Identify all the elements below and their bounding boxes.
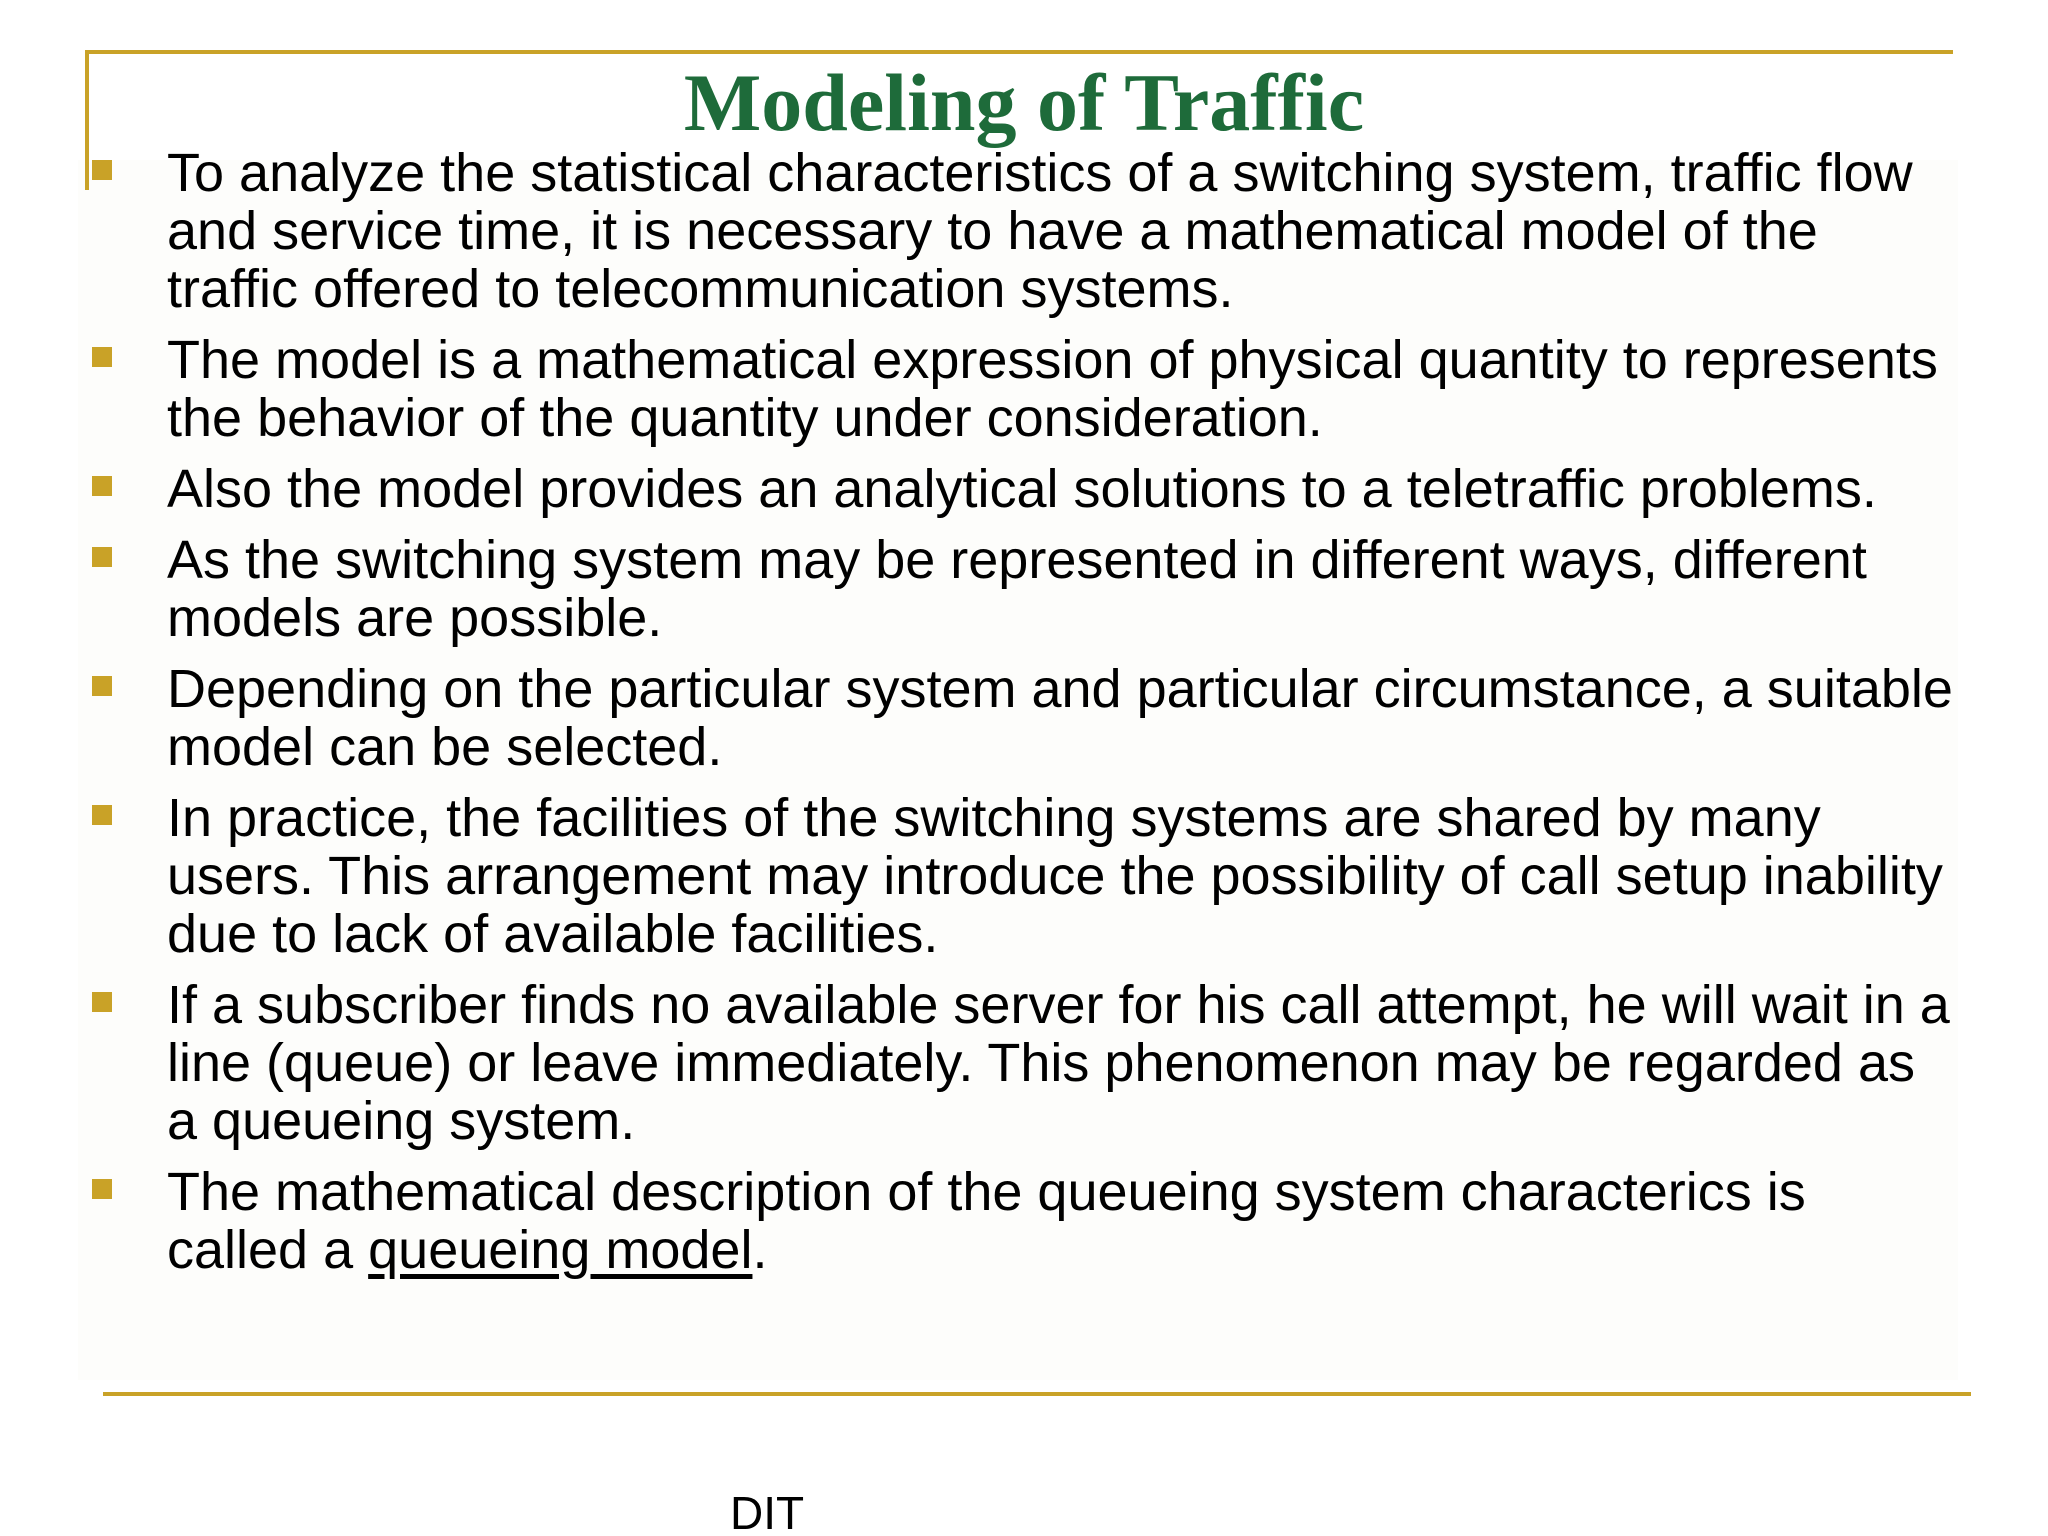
square-bullet-icon [92,676,112,696]
bullet-text-prefix: The mathematical description of the queueing system characterics is called a [167,1162,1806,1280]
bullet-item [92,144,1958,318]
footer-label: DIT [730,1487,805,1536]
square-bullet-icon [92,547,112,567]
queueing-model-term: queueing model [368,1220,753,1280]
square-bullet-icon [92,992,112,1012]
bullet-text: Also the model provides an analytical solutions to a teletraffic problems. [167,459,1877,519]
square-bullet-icon [92,160,112,180]
bullet-item [92,789,1958,963]
slide-title: Modeling of Traffic [683,57,1365,148]
bullet-item [92,1163,1958,1279]
bullet-list [92,144,1958,1292]
bullet-item [92,976,1958,1150]
square-bullet-icon [92,1179,112,1199]
bullet-item [92,531,1958,647]
bullet-text: If a subscriber finds no available server for his call attempt, he will wait in a line (queue) or leave immediately. This phenomenon may be regarded as a queueing system. [167,975,1950,1151]
bottom-border-line [103,1392,1971,1396]
bullet-text: The model is a mathematical expression of physical quantity to represents the behavior of the quantity under consideration. [167,330,1938,448]
square-bullet-icon [92,805,112,825]
bullet-text: Depending on the particular system and particular circumstance, a suitable model can be selected. [167,659,1953,777]
bullet-text: In practice, the facilities of the switching systems are shared by many users. This arrangement may introduce the possibility of call setup inability due to lack of available facilities. [167,788,1943,964]
bullet-text: As the switching system may be represented in different ways, different models are possible. [167,530,1867,648]
bullet-text-suffix: . [752,1220,768,1280]
bullet-text: To analyze the statistical characteristics of a switching system, traffic flow and service time, it is necessary to have a mathematical model of the traffic offered to telecommunication systems. [167,143,1913,319]
bullet-item [92,331,1958,447]
top-border-line [85,50,1953,54]
square-bullet-icon [92,476,112,496]
square-bullet-icon [92,347,112,367]
bullet-item [92,460,1958,518]
bullet-item [92,660,1958,776]
